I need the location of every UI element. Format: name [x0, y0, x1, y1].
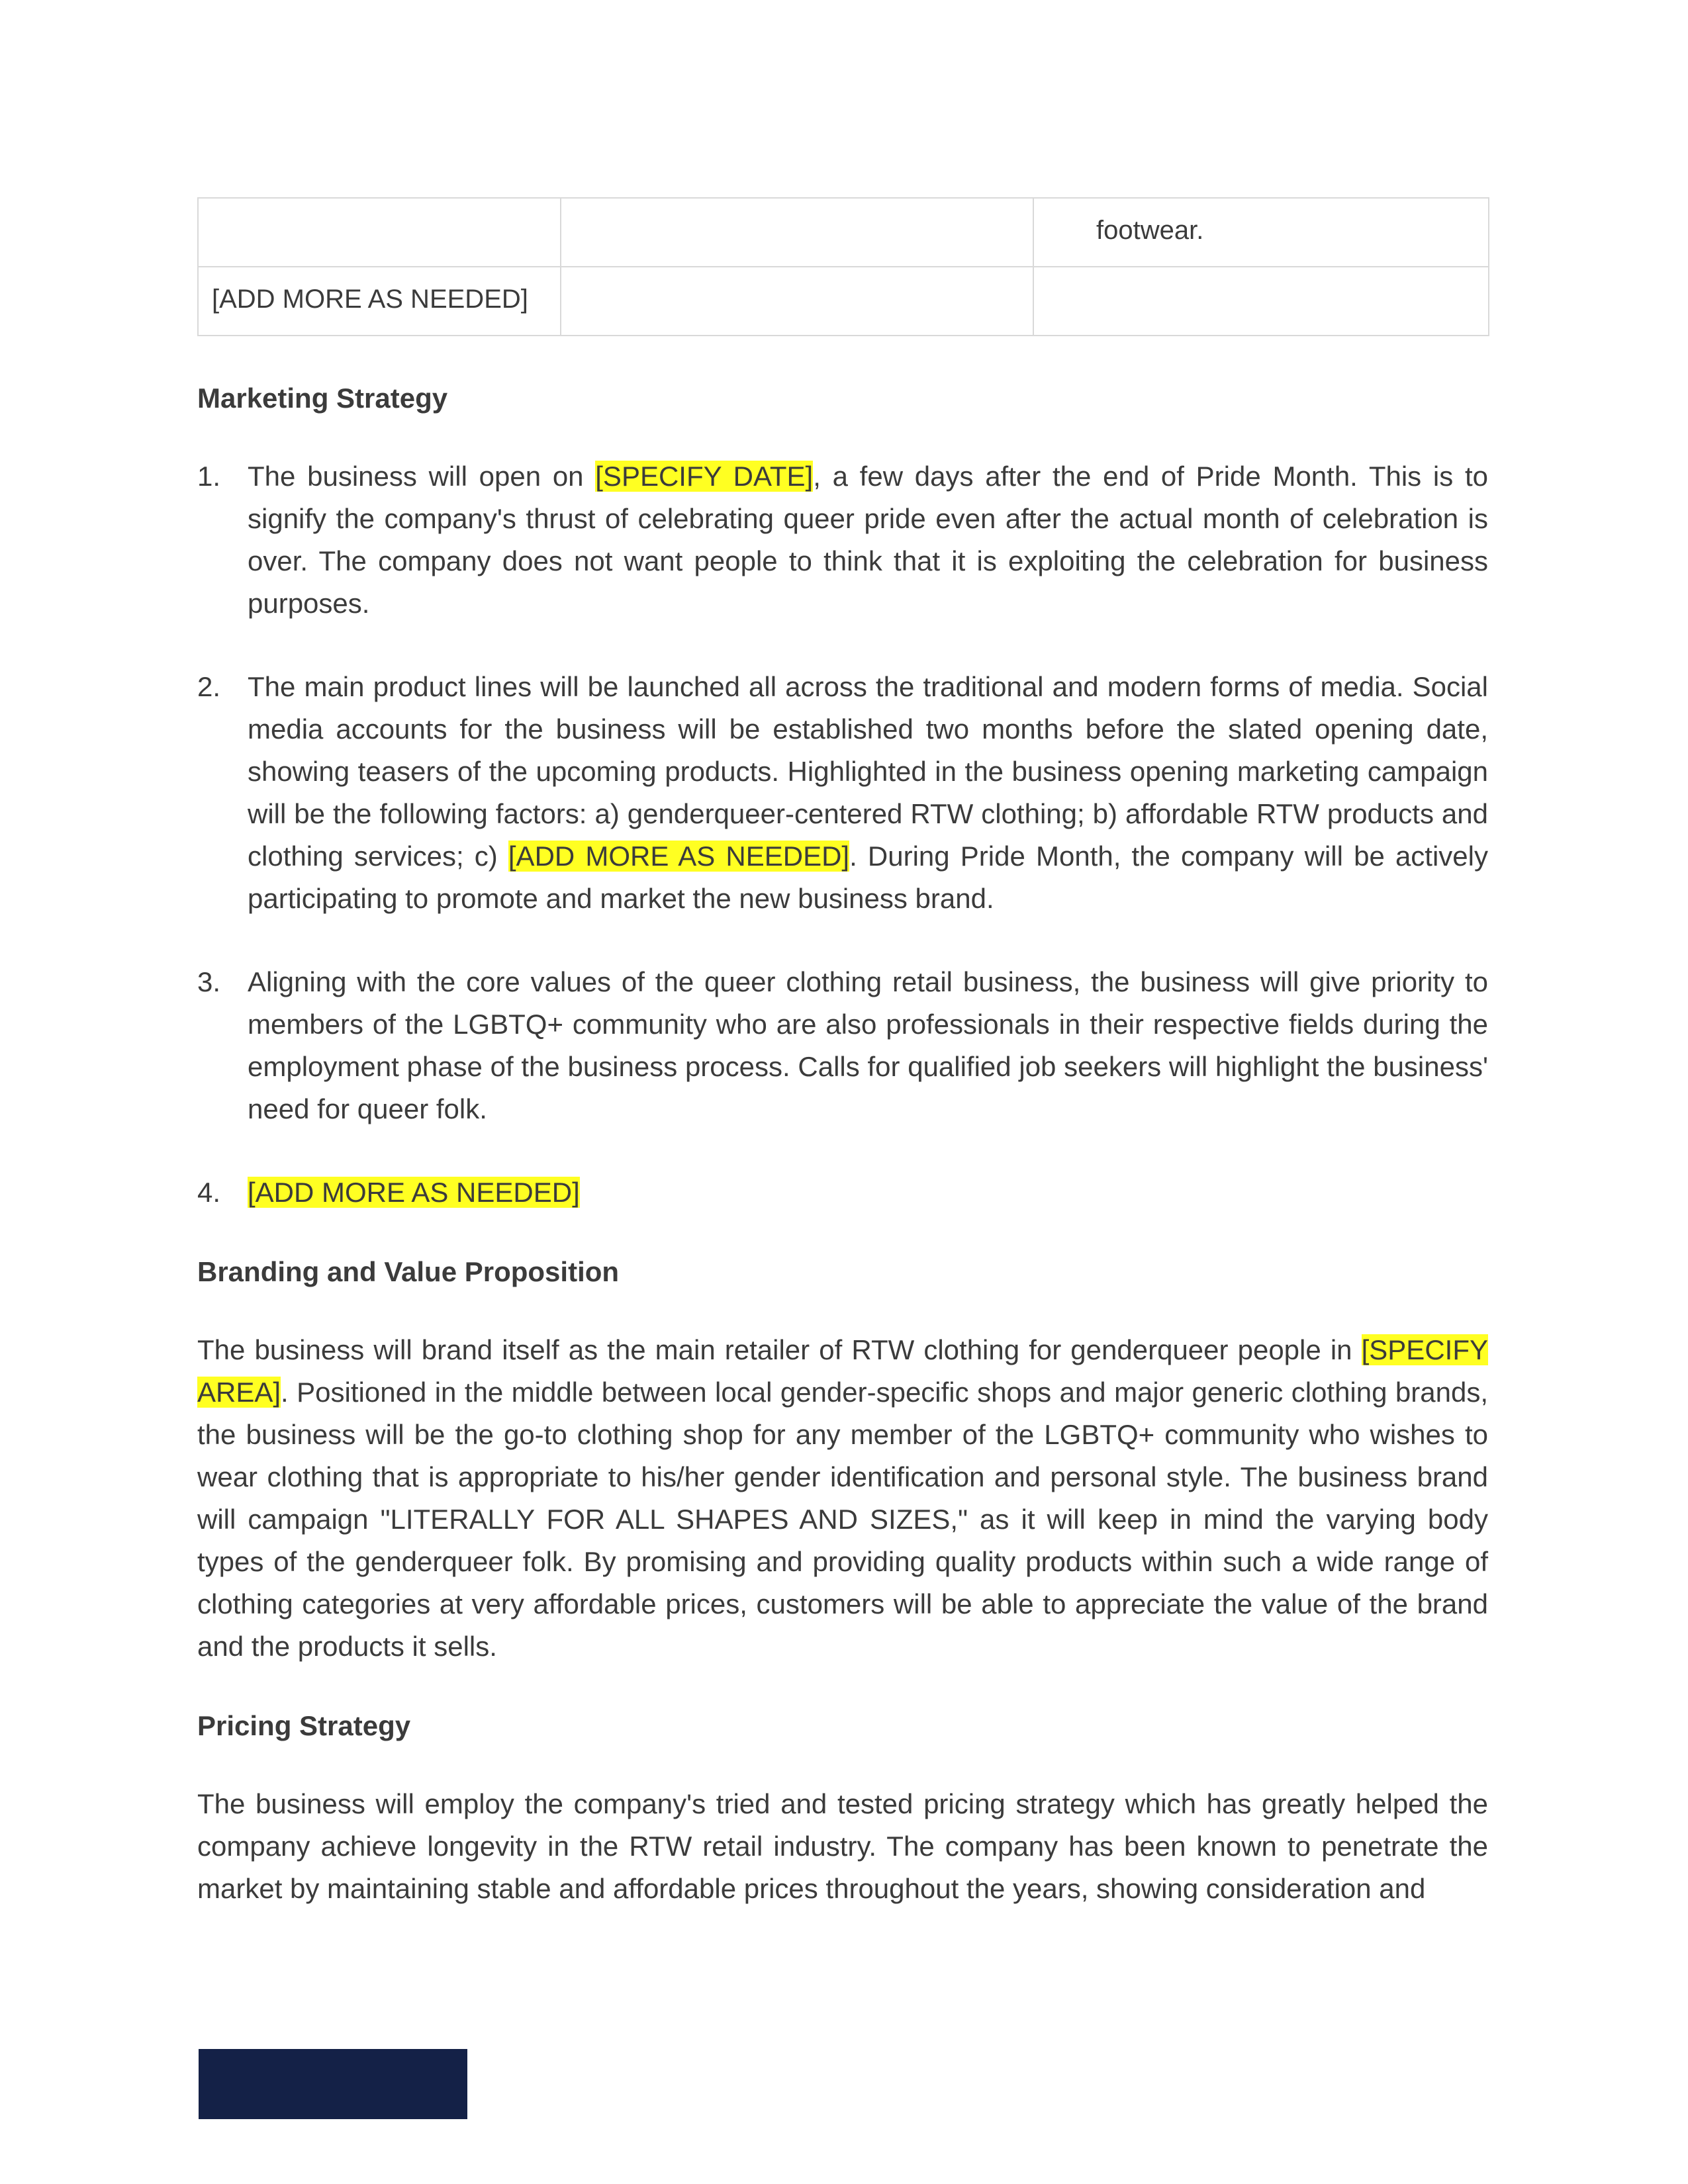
placeholder-highlight: [ADD MORE AS NEEDED] — [248, 1177, 580, 1208]
footer-bar — [199, 2049, 467, 2119]
paragraph-text: The business will brand itself as the main retailer of RTW clothing for genderqueer people in — [197, 1334, 1362, 1365]
marketing-item-1 — [197, 455, 1488, 625]
table-cell — [1033, 267, 1489, 336]
document-page — [197, 197, 1488, 1910]
branding-heading: Branding and Value Proposition — [197, 1256, 620, 1287]
table-cell — [561, 198, 1033, 267]
list-number: 2. — [197, 671, 221, 702]
list-number: 4. — [197, 1177, 221, 1208]
placeholder-highlight: [SPECIFY DATE] — [595, 461, 814, 492]
table-cell — [198, 198, 561, 267]
item-text: , a few days after the end of Pride Month. This is to signify the company's thrust of celebrating queer pride even after the actual month of celebration is over. The company does not want people to think that it is exploiting the celebration for business purposes. — [248, 461, 1488, 619]
table-row — [198, 267, 1489, 336]
list-number: 1. — [197, 461, 221, 492]
item-text: The business will open on — [248, 461, 596, 492]
product-table — [197, 197, 1489, 336]
table-row — [198, 198, 1489, 267]
table-cell: footwear. — [1033, 198, 1489, 267]
list-number: 3. — [197, 966, 221, 997]
pricing-heading: Pricing Strategy — [197, 1710, 411, 1741]
marketing-strategy-heading: Marketing Strategy — [197, 383, 448, 414]
table-cell — [561, 267, 1033, 336]
branding-paragraph — [197, 1329, 1488, 1668]
marketing-item-4 — [197, 1171, 1488, 1214]
table-cell: [ADD MORE AS NEEDED] — [198, 267, 561, 336]
paragraph-text: The business will employ the company's tried and tested pricing strategy which has greatly helped the company achieve longevity in the RTW retail industry. The company has been known to penetrate the market by maintaining stable and affordable prices throughout the years, showing consideration and — [197, 1788, 1488, 1904]
paragraph-text: . Positioned in the middle between local gender-specific shops and major generic clothing brands, the business will be the go-to clothing shop for any member of the LGBTQ+ community who wishes to wear clothing that is appropriate to his/her gender identification and personal style. The business brand will campaign "LITERALLY FOR ALL SHAPES AND SIZES," as it will keep in mind the varying body types of the genderqueer folk. By promising and providing quality products within such a wide range of clothing categories at very affordable prices, customers will be able to appreciate the value of the brand and the products it sells. — [197, 1377, 1488, 1662]
pricing-paragraph — [197, 1783, 1488, 1910]
marketing-item-3 — [197, 961, 1488, 1130]
placeholder-highlight: [SPECIFY AREA] — [197, 1334, 1488, 1408]
item-text: . During Pride Month, the company will be actively participating to promote and market the new business brand. — [248, 841, 1488, 914]
placeholder-highlight: [ADD MORE AS NEEDED] — [508, 841, 850, 872]
marketing-item-2 — [197, 666, 1488, 920]
item-text: Aligning with the core values of the queer clothing retail business, the business will give priority to members of the LGBTQ+ community who are also professionals in their respective fields during the employment phase of the business process. Calls for qualified job seekers will highlight the business' need for queer folk. — [248, 966, 1488, 1124]
item-text: The main product lines will be launched all across the traditional and modern forms of media. Social media accounts for the business will be established two months before the slated opening date, showing teasers of the upcoming products. Highlighted in the business opening marketing campaign will be the following factors: a) genderqueer-centered RTW clothing; b) affordable RTW products and clothing services; c) — [248, 671, 1488, 872]
